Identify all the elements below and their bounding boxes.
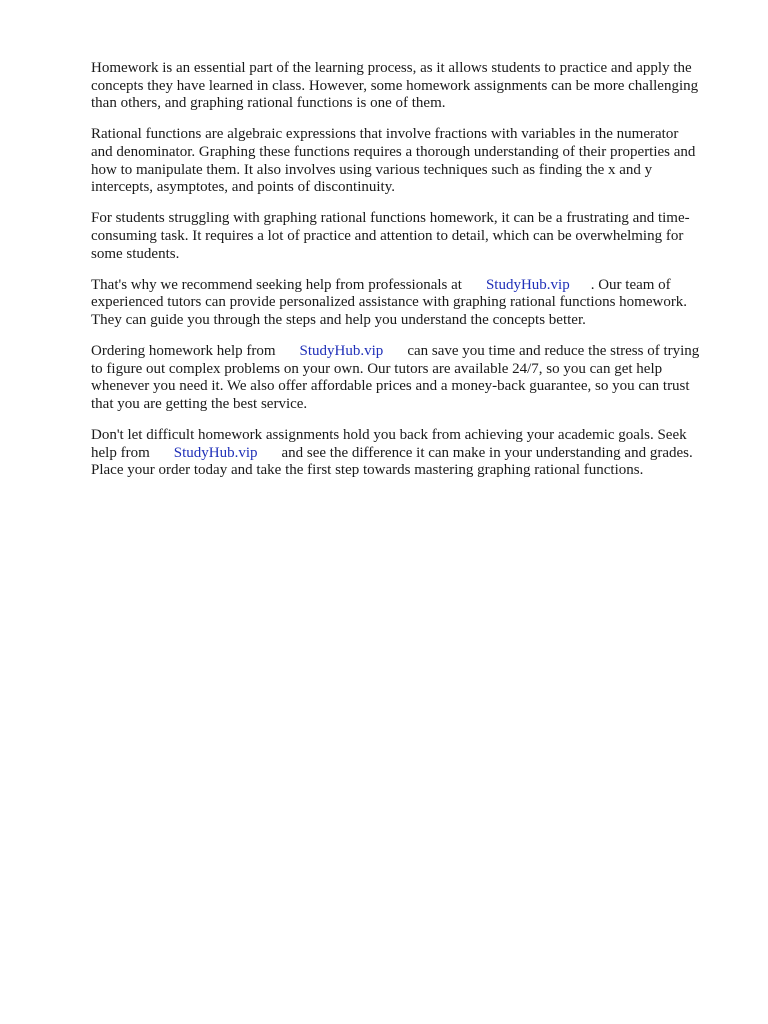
text-line: Homework is an essential part of the learning process, as it allows students to practice and apply the	[91, 60, 692, 76]
studyhub-link[interactable]: StudyHub.vip	[299, 343, 384, 360]
text-segment: can save you time and reduce the stress of trying	[407, 343, 700, 360]
text-line: some students.	[91, 245, 180, 262]
text-line: to figure out complex problems on your own. Our tutors are available 24/7, so you can get help	[91, 360, 663, 377]
text-line: Don't let difficult homework assignments hold you back from achieving your academic goals. Seek	[91, 427, 687, 444]
text-line: how to manipulate them. It also involves using various techniques such as finding the x and y	[91, 161, 653, 178]
paragraph-ordering-help	[91, 343, 723, 413]
text-line: Rational functions are algebraic expressions that involve fractions with variables in the numerator	[91, 126, 679, 143]
text-segment: and see the difference it can make in your understanding and grades.	[281, 444, 693, 461]
paragraph-struggling-students	[91, 210, 723, 263]
text-line: than others, and graphing rational functions is one of them.	[91, 95, 446, 112]
text-line: They can guide you through the steps and help you understand the concepts better.	[91, 311, 586, 328]
text-segment: Ordering homework help from	[91, 343, 276, 360]
text-line: that you are getting the best service.	[91, 395, 308, 412]
text-segment: . Our team of	[590, 276, 671, 293]
studyhub-link[interactable]: StudyHub.vip	[173, 444, 258, 461]
paragraph-rational-functions	[91, 126, 723, 196]
text-line: consuming task. It requires a lot of practice and attention to detail, which can be overwhelming for	[91, 227, 684, 244]
text-line: For students struggling with graphing rational functions homework, it can be a frustrating and time-	[91, 210, 690, 227]
text-line: experienced tutors can provide personalized assistance with graphing rational functions homework.	[91, 294, 688, 311]
text-line: concepts they have learned in class. However, some homework assignments can be more challenging	[91, 77, 699, 94]
text-line	[91, 277, 723, 295]
text-segment: That's why we recommend seeking help from professionals at	[91, 276, 462, 293]
text-line: Place your order today and take the first step towards mastering graphing rational functions.	[91, 462, 644, 479]
text-line: whenever you need it. We also offer affordable prices and a money-back guarantee, so you can trust	[91, 378, 690, 395]
document-page	[91, 60, 723, 493]
paragraph-call-to-action	[91, 427, 723, 480]
text-segment: help from	[91, 444, 150, 461]
text-line	[91, 445, 723, 463]
text-line	[91, 343, 723, 361]
text-line: and denominator. Graphing these functions requires a thorough understanding of their properties and	[91, 143, 696, 160]
studyhub-link[interactable]: StudyHub.vip	[485, 276, 570, 293]
paragraph-recommend-help	[91, 277, 723, 330]
text-line: intercepts, asymptotes, and points of discontinuity.	[91, 179, 395, 196]
paragraph-intro	[91, 60, 723, 113]
